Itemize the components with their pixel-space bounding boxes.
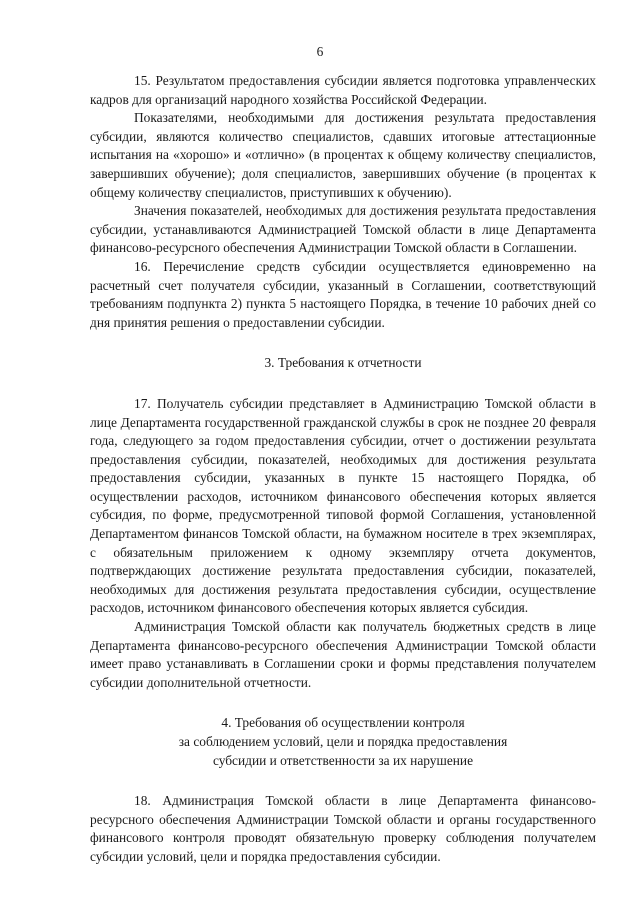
paragraph-17: 17. Получатель субсидии представляет в Администрацию Томской области в лице Департамента государственной гражданской службы в срок не позднее 20 февраля года, следующего за годом предоставления субсидии, отчет о достижении результата предоставления субсидии, показателей, необходимых для достижения результата предоставления субсидии, указанных в пункте 15 настоящего Порядка, об осуществлении расходов, источником финансового обеспечения которых является субсидия, по форме, предусмотренной типовой формой Соглашения, установленной Департаментом финансов Томской области, на бумажном носителе в трех экземплярах, с обязательным приложением к одному экземпляру отчета документов, подтверждающих достижение результата предоставления субсидии, показателей, необходимых для достижения результата предоставления субсидии, осуществление расходов, источником финансового обеспечения которых является субсидия. <box>90 395 596 616</box>
section-4-heading <box>90 714 596 770</box>
paragraph-additional-reporting: Администрация Томской области как получатель бюджетных средств в лице Департамента финансово-ресурсного обеспечения Администрации Томской области имеет право устанавливать в Соглашении сроки и формы представления получателем субсидии дополнительной отчетности. <box>90 619 596 690</box>
section-4-heading-line-2: за соблюдением условий, цели и порядка предоставления <box>178 734 508 749</box>
section-3-heading: 3. Требования к отчетности <box>264 355 422 371</box>
paragraph-16: 16. Перечисление средств субсидии осуществляется единовременно на расчетный счет получателя субсидии, указанный в Соглашении, соответствующий требованиям подпункта 2) пункта 5 настоящего Порядка, в течение 10 рабочих дней со дня принятия решения о предоставлении субсидии. <box>90 258 596 330</box>
paragraph-indicators: Показателями, необходимыми для достижения результата предоставления субсидии, являются количество специалистов, сдавших итоговые аттестационные испытания на «хорошо» и «отлично» (в процентах к общему количеству специалистов, завершивших обучение); доля специалистов, завершивших обучение (в процентах к общему количеству специалистов, приступивших к обучению). <box>90 110 596 200</box>
section-4-heading-line-1: 4. Требования об осуществлении контроля <box>221 715 465 731</box>
section-4-heading-line-3: субсидии и ответственности за их нарушение <box>212 752 474 768</box>
paragraph-indicator-values: Значения показателей, необходимых для достижения результата предоставления субсидии, устанавливаются Администрацией Томской области в лице Департамента финансово-ресурсного обеспечения Администрации Томской области в Соглашении. <box>90 203 596 256</box>
paragraph-18: 18. Администрация Томской области в лице Департамента финансово-ресурсного обеспечения Администрации Томской области и органы государственного финансового контроля проводят обязательную проверку соблюдения получателем субсидии условий, цели и порядка предоставления субсидии. <box>90 793 596 864</box>
page-number: 6 <box>316 44 324 59</box>
document-body <box>90 72 596 867</box>
paragraph-15: 15. Результатом предоставления субсидии является подготовка управленческих кадров для организаций народного хозяйства Российской Федерации. <box>90 73 596 107</box>
